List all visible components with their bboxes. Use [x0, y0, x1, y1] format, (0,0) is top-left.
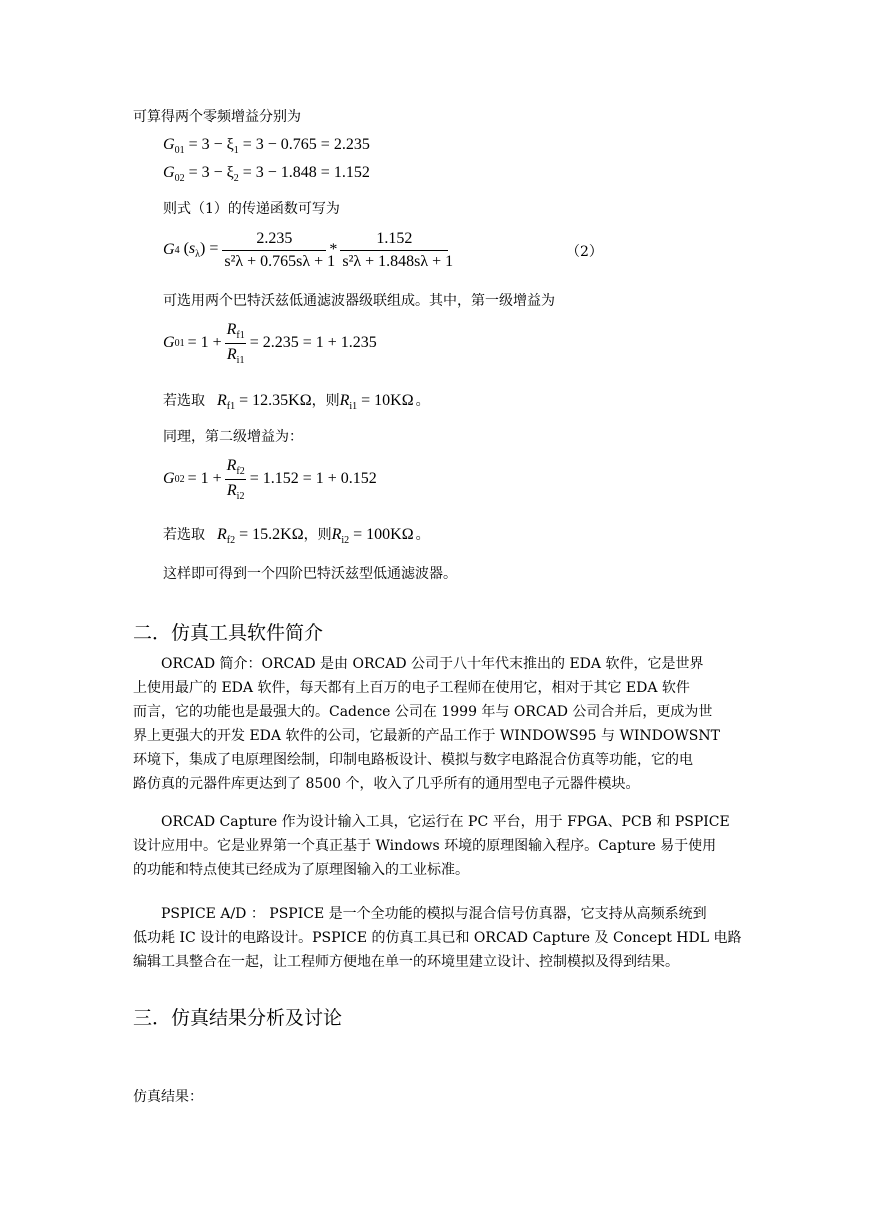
equation-g01: [163, 136, 370, 156]
g02-symbol: G: [163, 164, 175, 181]
xi2-subscript: 2: [233, 173, 239, 184]
section3-title: 三．仿真结果分析及讨论: [133, 1007, 343, 1029]
fraction-2-denominator: s²λ + 1.848sλ + 1: [340, 250, 448, 271]
para2-line: ORCAD Capture 作为设计输入工具，它运行在 PC 平台，用于 FPGA、PCB 和 PSPICE: [161, 814, 730, 830]
paragraph-capture: [133, 810, 737, 882]
g4-symbol: G: [163, 241, 175, 258]
stage2-fraction: [225, 457, 247, 502]
equation-stage2: [163, 454, 377, 504]
results-label: 仿真结果：: [133, 1089, 203, 1105]
g4-subscript: 4: [174, 244, 180, 256]
one-plus: = 1 +: [187, 334, 222, 351]
stage1-denominator: [225, 343, 247, 366]
equation-g02: [163, 164, 370, 184]
g4-argument: $(s_\lambda)$ =: [183, 240, 219, 260]
select2-mid: ，则: [303, 527, 332, 543]
stage2-numerator: [225, 457, 247, 479]
one-plus-2: = 1 +: [187, 470, 222, 487]
g01-rhs: = 3 − ξ: [188, 136, 234, 153]
select2-ri-expression: [332, 526, 414, 546]
ri1-subscript: i1: [236, 354, 245, 366]
para1-line: 路仿真的元器件库更达到了 8500 个，收入了几乎所有的通用型电子元器件模块。: [133, 776, 640, 792]
para1-line: 环境下，集成了电原理图绘制，印制电路板设计、模拟与数字电路混合仿真等功能，它的电: [133, 752, 693, 768]
select1-line: [163, 390, 430, 412]
rf2-subscript: f2: [236, 465, 245, 477]
para3-line: PSPICE A/D ： PSPICE 是一个全功能的模拟与混合信号仿真器，它支持从高频系统到: [161, 906, 707, 922]
select2-ri-subscript: i2: [341, 535, 350, 546]
cascade-text: 可选用两个巴特沃兹低通滤波器级联组成。其中，第一级增益为: [163, 293, 555, 309]
rf1-symbol: R: [226, 320, 237, 338]
xi1-subscript: 1: [233, 145, 239, 156]
g01-subscript: 01: [174, 145, 185, 156]
select1-mid: ，则: [311, 393, 340, 409]
select1-ri-value: = 10KΩ: [361, 392, 414, 409]
g02-stage2-subscript: 02: [174, 473, 185, 485]
fraction-2-numerator: 1.152: [376, 229, 413, 247]
select2-ri-value: = 100KΩ: [353, 526, 414, 543]
equation-2-label: （2）: [566, 244, 603, 260]
select1-rf-value: = 12.35KΩ: [239, 392, 312, 409]
para2-line: 的功能和特点使其已经成为了原理图输入的工业标准。: [133, 862, 469, 878]
para1-line: 上使用最广的 EDA 软件，每天都有上百万的电子工程师在使用它，相对于其它 EDA 软件: [133, 680, 690, 696]
stage1-fraction: [225, 321, 247, 366]
paragraph-pspice: [133, 902, 742, 974]
rf1-subscript: f1: [236, 329, 245, 341]
transfer-intro-text: 则式（1）的传递函数可写为: [163, 201, 340, 217]
select1-rf-symbol: R: [217, 392, 227, 409]
fraction-1: [222, 229, 336, 271]
paragraph-orcad: [133, 652, 737, 796]
para2-line: 设计应用中。它是业界第一个真正基于 Windows 环境的原理图输入程序。Capture 易于使用: [133, 838, 717, 854]
select1-rf-subscript: f1: [226, 401, 236, 412]
stage2-rest: = 1.152 = 1 + 0.152: [249, 470, 377, 487]
fraction-1-denominator: s²λ + 0.765sλ + 1: [222, 250, 326, 271]
select1-ri-subscript: i1: [349, 401, 358, 412]
select2-prefix: 若选取: [163, 527, 205, 543]
stage2-denominator: [225, 479, 247, 502]
select2-rf-symbol: R: [217, 526, 227, 543]
para3-line: 低功耗 IC 设计的电路设计。PSPICE 的仿真工具已和 ORCAD Capture 及 Concept HDL 电路: [133, 930, 742, 946]
g01-symbol: G: [163, 136, 175, 153]
para1-line: 而言，它的功能也是最强大的。Cadence 公司在 1999 年与 ORCAD 公司合并后，更成为世: [133, 704, 713, 720]
g02-rest: = 3 − 1.848 = 1.152: [242, 164, 370, 181]
select2-line: [163, 524, 430, 546]
stage1-rest: = 2.235 = 1 + 1.235: [249, 334, 377, 351]
select1-end: 。: [415, 393, 430, 409]
conclusion-text: 这样即可得到一个四阶巴特沃兹型低通滤波器。: [163, 566, 457, 582]
ri1-symbol: R: [226, 345, 237, 363]
select2-rf-subscript: f2: [226, 535, 236, 546]
fraction-1-numerator: 2.235: [256, 229, 293, 247]
stage1-numerator: [225, 321, 247, 343]
select2-end: 。: [415, 527, 430, 543]
select1-prefix: 若选取: [163, 393, 205, 409]
select1-ri-expression: [340, 392, 414, 412]
g01-stage1-symbol: G: [163, 334, 175, 351]
equation-2: [163, 226, 454, 274]
select1-rf-expression: [217, 392, 312, 412]
select1-ri-symbol: R: [339, 392, 350, 409]
g02-subscript: 02: [174, 173, 185, 184]
ri2-symbol: R: [226, 481, 237, 499]
g01-rest: = 3 − 0.765 = 2.235: [242, 136, 370, 153]
g01-stage1-subscript: 01: [174, 337, 185, 349]
para3-line: 编辑工具整合在一起，让工程师方便地在单一的环境里建立设计、控制模拟及得到结果。: [133, 954, 679, 970]
stage2-text: 同理，第二级增益为：: [163, 429, 303, 445]
ri2-subscript: i2: [236, 490, 245, 502]
fraction-2: [340, 229, 454, 271]
intro-gain-text: 可算得两个零频增益分别为: [133, 109, 301, 125]
para1-line: ORCAD 简介：ORCAD 是由 ORCAD 公司于八十年代末推出的 EDA 软件，它是世界: [161, 656, 704, 672]
multiply-sign: *: [329, 241, 338, 258]
select2-rf-value: = 15.2KΩ: [239, 526, 304, 543]
g02-rhs: = 3 − ξ: [188, 164, 234, 181]
section2-title: 二．仿真工具软件简介: [133, 622, 324, 644]
g02-stage2-symbol: G: [163, 470, 175, 487]
select2-ri-symbol: R: [331, 526, 342, 543]
para1-line: 界上更强大的开发 EDA 软件的公司，它最新的产品工作于 WINDOWS95 与 WINDOWSNT: [133, 728, 720, 744]
equation-stage1: [163, 318, 377, 368]
select2-rf-expression: [217, 526, 304, 546]
rf2-symbol: R: [226, 456, 237, 474]
